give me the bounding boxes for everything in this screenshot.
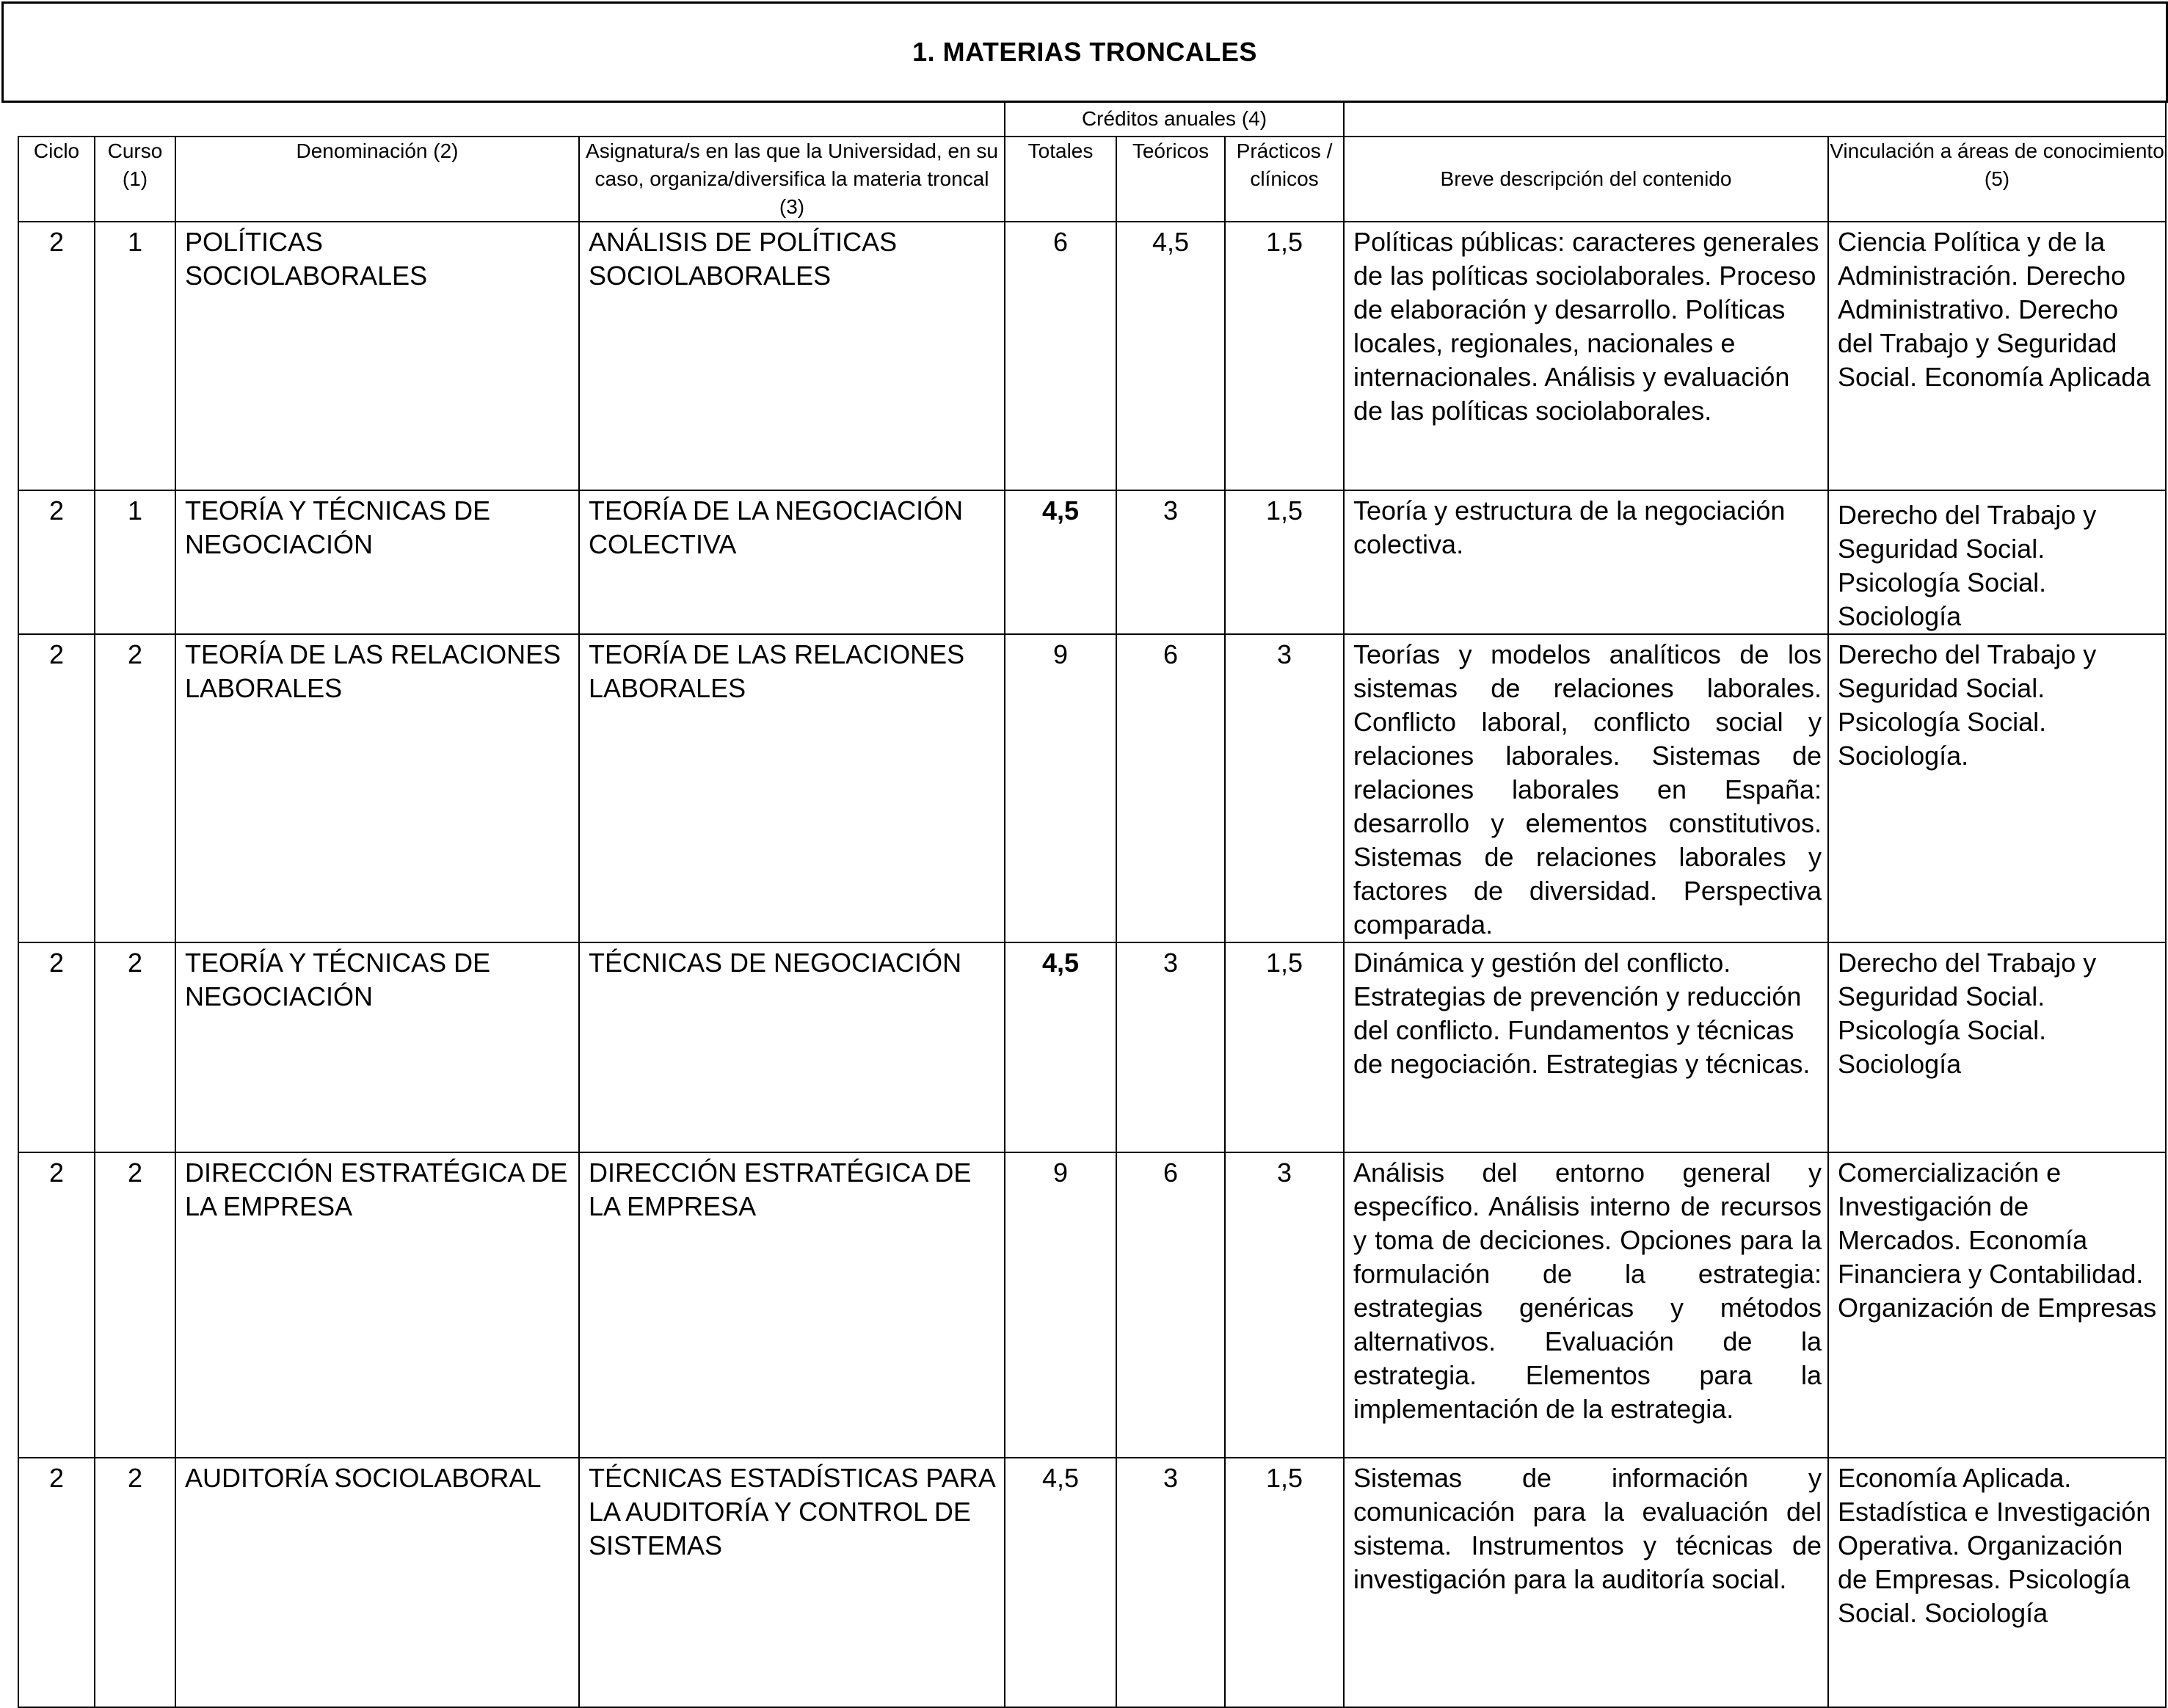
denominacion-cell: AUDITORÍA SOCIOLABORAL [175, 1458, 579, 1707]
totales-cell: 4,5 [1005, 942, 1116, 1152]
asignatura-cell: DIRECCIÓN ESTRATÉGICA DE LA EMPRESA [579, 1152, 1005, 1458]
header-vinculacion: Vinculación a áreas de conocimiento (5) [1828, 137, 2166, 222]
practicos-cell: 1,5 [1225, 490, 1344, 634]
curso-cell: 2 [95, 1458, 175, 1707]
teoricos-cell: 3 [1116, 490, 1225, 634]
teoricos-cell: 4,5 [1116, 222, 1225, 490]
asignatura-cell: TÉCNICAS DE NEGOCIACIÓN [579, 942, 1005, 1152]
creditos-header-row [18, 101, 2166, 137]
denominacion-cell: POLÍTICAS SOCIOLABORALES [175, 222, 579, 490]
ciclo-cell: 2 [18, 1152, 95, 1458]
asignatura-cell: ANÁLISIS DE POLÍTICAS SOCIOLABORALES [579, 222, 1005, 490]
column-header-row [18, 137, 2166, 222]
teoricos-cell: 6 [1116, 634, 1225, 942]
ciclo-cell: 2 [18, 634, 95, 942]
header-totales: Totales [1005, 137, 1116, 222]
denominacion-cell: DIRECCIÓN ESTRATÉGICA DE LA EMPRESA [175, 1152, 579, 1458]
document-page [1, 1, 2167, 1695]
title-box [1, 1, 2168, 103]
ciclo-cell: 2 [18, 490, 95, 634]
vinculacion-cell: Economía Aplicada. Estadística e Investigación Operativa. Organización de Empresas. Psicología Social. Sociología [1828, 1458, 2166, 1707]
asignatura-cell: TÉCNICAS ESTADÍSTICAS PARA LA AUDITORÍA Y CONTROL DE SISTEMAS [579, 1458, 1005, 1707]
asignatura-cell: TEORÍA DE LA NEGOCIACIÓN COLECTIVA [579, 490, 1005, 634]
descripcion-cell: Políticas públicas: caracteres generales de las políticas sociolaborales. Proceso de elaboración y desarrollo. Políticas locales, regionales, nacionales e internacionales. Análisis y evaluación de las políticas sociolaborales. [1344, 222, 1828, 490]
totales-cell: 4,5 [1005, 1458, 1116, 1707]
denominacion-cell: TEORÍA DE LAS RELACIONES LABORALES [175, 634, 579, 942]
descripcion-cell: Análisis del entorno general y específico. Análisis interno de recursos y toma de deciciones. Opciones para la formulación de la estrategia: estrategias genéricas y métodos alternativos. Evaluación de la estrategia. Elementos para la implementación de la estrategia. [1344, 1152, 1828, 1458]
curso-cell: 2 [95, 1152, 175, 1458]
curso-cell: 1 [95, 490, 175, 634]
denominacion-cell: TEORÍA Y TÉCNICAS DE NEGOCIACIÓN [175, 490, 579, 634]
descripcion-cell: Teorías y modelos analíticos de los sistemas de relaciones laborales. Conflicto laboral, conflicto social y relaciones laborales. Sistemas de relaciones laborales en España: desarrollo y elementos constitutivos. Sistemas de relaciones laborales y factores de diversidad. Perspectiva comparada. [1344, 634, 1828, 942]
teoricos-cell: 3 [1116, 1458, 1225, 1707]
header-asignatura: Asignatura/s en las que la Universidad, en su caso, organiza/diversifica la materia troncal (3) [579, 137, 1005, 222]
vinculacion-cell: Ciencia Política y de la Administración. Derecho Administrativo. Derecho del Trabajo y Seguridad Social. Economía Aplicada [1828, 222, 2166, 490]
descripcion-cell: Sistemas de información y comunicación para la evaluación del sistema. Instrumentos y técnicas de investigación para la auditoría social. [1344, 1458, 1828, 1707]
vinculacion-cell: Derecho del Trabajo y Seguridad Social. Psicología Social. Sociología [1828, 942, 2166, 1152]
ciclo-cell: 2 [18, 222, 95, 490]
table-row [18, 490, 2166, 634]
creditos-anuales-label: Créditos anuales (4) [1005, 101, 1344, 137]
ciclo-cell: 2 [18, 1458, 95, 1707]
teoricos-cell: 3 [1116, 942, 1225, 1152]
descripcion-cell: Dinámica y gestión del conflicto. Estrategias de prevención y reducción del conflicto. Fundamentos y técnicas de negociación. Estrategias y técnicas. [1344, 942, 1828, 1152]
teoricos-cell: 6 [1116, 1152, 1225, 1458]
descripcion-cell: Teoría y estructura de la negociación colectiva. [1344, 490, 1828, 634]
asignatura-cell: TEORÍA DE LAS RELACIONES LABORALES [579, 634, 1005, 942]
totales-cell: 6 [1005, 222, 1116, 490]
materias-table [18, 101, 2167, 1708]
header-curso: Curso (1) [95, 137, 175, 222]
ciclo-cell: 2 [18, 942, 95, 1152]
practicos-cell: 1,5 [1225, 942, 1344, 1152]
page-title: 1. MATERIAS TRONCALES [912, 37, 1257, 67]
practicos-cell: 3 [1225, 1152, 1344, 1458]
table-row [18, 222, 2166, 490]
totales-cell: 9 [1005, 1152, 1116, 1458]
vinculacion-cell: Derecho del Trabajo y Seguridad Social. Psicología Social. Sociología. [1828, 634, 2166, 942]
vinculacion-cell: Comercialización e Investigación de Mercados. Economía Financiera y Contabilidad. Organización de Empresas [1828, 1152, 2166, 1458]
table-row [18, 1152, 2166, 1458]
header-descripcion: Breve descripción del contenido [1344, 137, 1828, 222]
totales-cell: 9 [1005, 634, 1116, 942]
practicos-cell: 3 [1225, 634, 1344, 942]
curso-cell: 2 [95, 942, 175, 1152]
header-ciclo: Ciclo [18, 137, 95, 222]
header-denominacion: Denominación (2) [175, 137, 579, 222]
header-practicos: Prácticos / clínicos [1225, 137, 1344, 222]
totales-cell: 4,5 [1005, 490, 1116, 634]
table-row [18, 634, 2166, 942]
vinculacion-cell: Derecho del Trabajo y Seguridad Social. Psicología Social. Sociología [1828, 490, 2166, 634]
table-row [18, 1458, 2166, 1707]
curso-cell: 2 [95, 634, 175, 942]
denominacion-cell: TEORÍA Y TÉCNICAS DE NEGOCIACIÓN [175, 942, 579, 1152]
table-row [18, 942, 2166, 1152]
practicos-cell: 1,5 [1225, 1458, 1344, 1707]
curso-cell: 1 [95, 222, 175, 490]
practicos-cell: 1,5 [1225, 222, 1344, 490]
header-teoricos: Teóricos [1116, 137, 1225, 222]
